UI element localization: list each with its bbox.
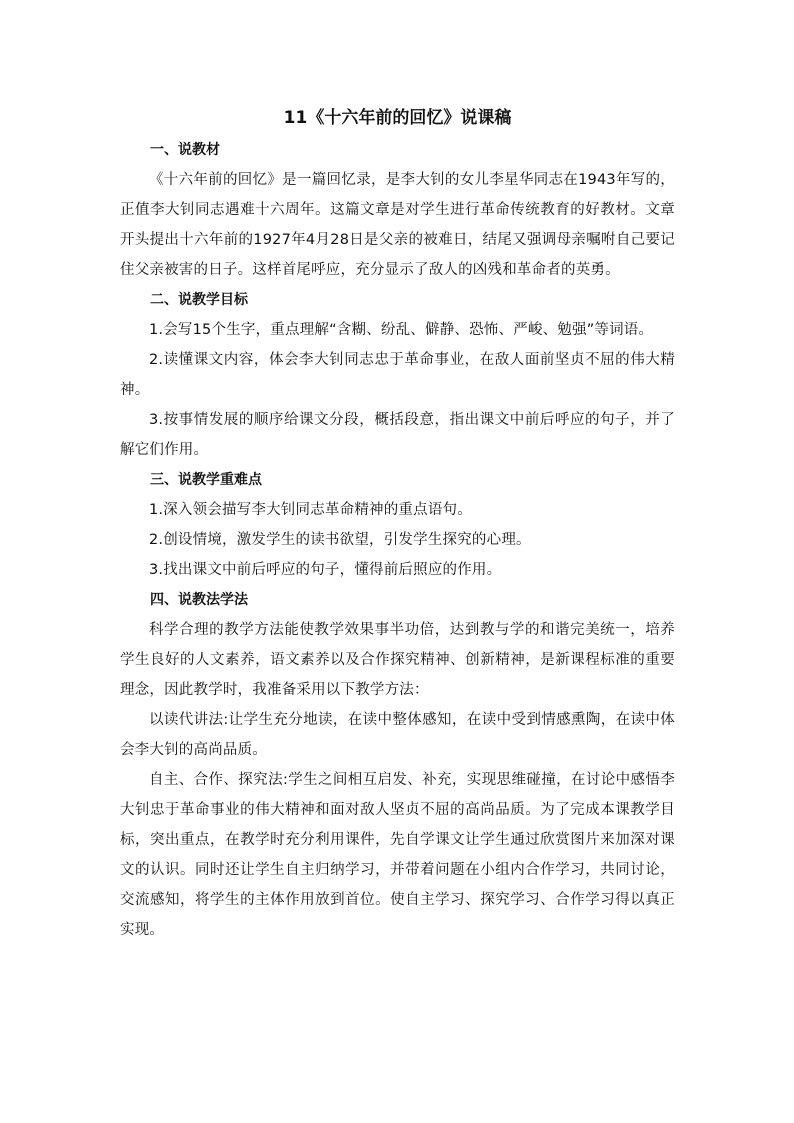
- section-heading: 二、说教学目标: [150, 292, 248, 308]
- paragraph: 科学合理的教学方法能使教学效果事半功倍，达到教与学的和谐完美统一，培养学生良好的人文素养，语文素养以及合作探究精神、创新精神，是新课程标准的重要理念，因此教学时，我准备采用以下教学方法：: [120, 622, 675, 698]
- section-heading: 一、说教材: [150, 142, 220, 158]
- section-teaching-goals: [120, 285, 675, 465]
- section-key-points: [120, 465, 675, 585]
- section-heading: 四、说教法学法: [150, 592, 248, 608]
- document-title: 11《十六年前的回忆》说课稿: [283, 108, 512, 128]
- paragraph: 《十六年前的回忆》是一篇回忆录，是李大钊的女儿李星华同志在1943年写的，正值李大钊同志遇难十六周年。这篇文章是对学生进行革命传统教育的好教材。文章开头提出十六年前的1927年4月28日是父亲的被难日，结尾又强调母亲嘱咐自己要记住父亲被害的日子。这样首尾呼应，充分显示了敌人的凶残和革命者的英勇。: [120, 172, 675, 278]
- paragraph: 2.创设情境，激发学生的读书欲望，引发学生探究的心理。: [149, 532, 531, 548]
- section-heading: 三、说教学重难点: [150, 472, 262, 488]
- section-teaching-methods: [120, 585, 675, 945]
- paragraph: 3.找出课文中前后呼应的句子，懂得前后照应的作用。: [149, 562, 502, 578]
- paragraph: 自主、合作、探究法:学生之间相互启发、补充，实现思维碰撞，在讨论中感悟李大钊忠于革命事业的伟大精神和面对敌人坚贞不屈的高尚品质。为了完成本课教学目标，突出重点，在教学时充分利用课件，先自学课文让学生通过欣赏图片来加深对课文的认识。同时还让学生自主归纳学习，并带着问题在小组内合作学习，共同讨论，交流感知，将学生的主体作用放到首位。使自主学习、探究学习、合作学习得以真正实现。: [120, 772, 675, 938]
- section-teaching-material: [120, 135, 675, 285]
- document-body: [120, 103, 675, 945]
- paragraph: 1.深入领会描写李大钊同志革命精神的重点语句。: [149, 502, 472, 518]
- paragraph: 2.读懂课文内容，体会李大钊同志忠于革命事业，在敌人面前坚贞不屈的伟大精神。: [120, 352, 675, 398]
- paragraph: 以读代讲法:让学生充分地读，在读中整体感知，在读中受到情感熏陶，在读中体会李大钊的高尚品质。: [120, 712, 675, 758]
- paragraph: 3.按事情发展的顺序给课文分段，概括段意，指出课文中前后呼应的句子，并了解它们作用。: [120, 412, 675, 458]
- paragraph: 1.会写15个生字，重点理解“含糊、纷乱、僻静、恐怖、严峻、勉强”等词语。: [149, 322, 654, 338]
